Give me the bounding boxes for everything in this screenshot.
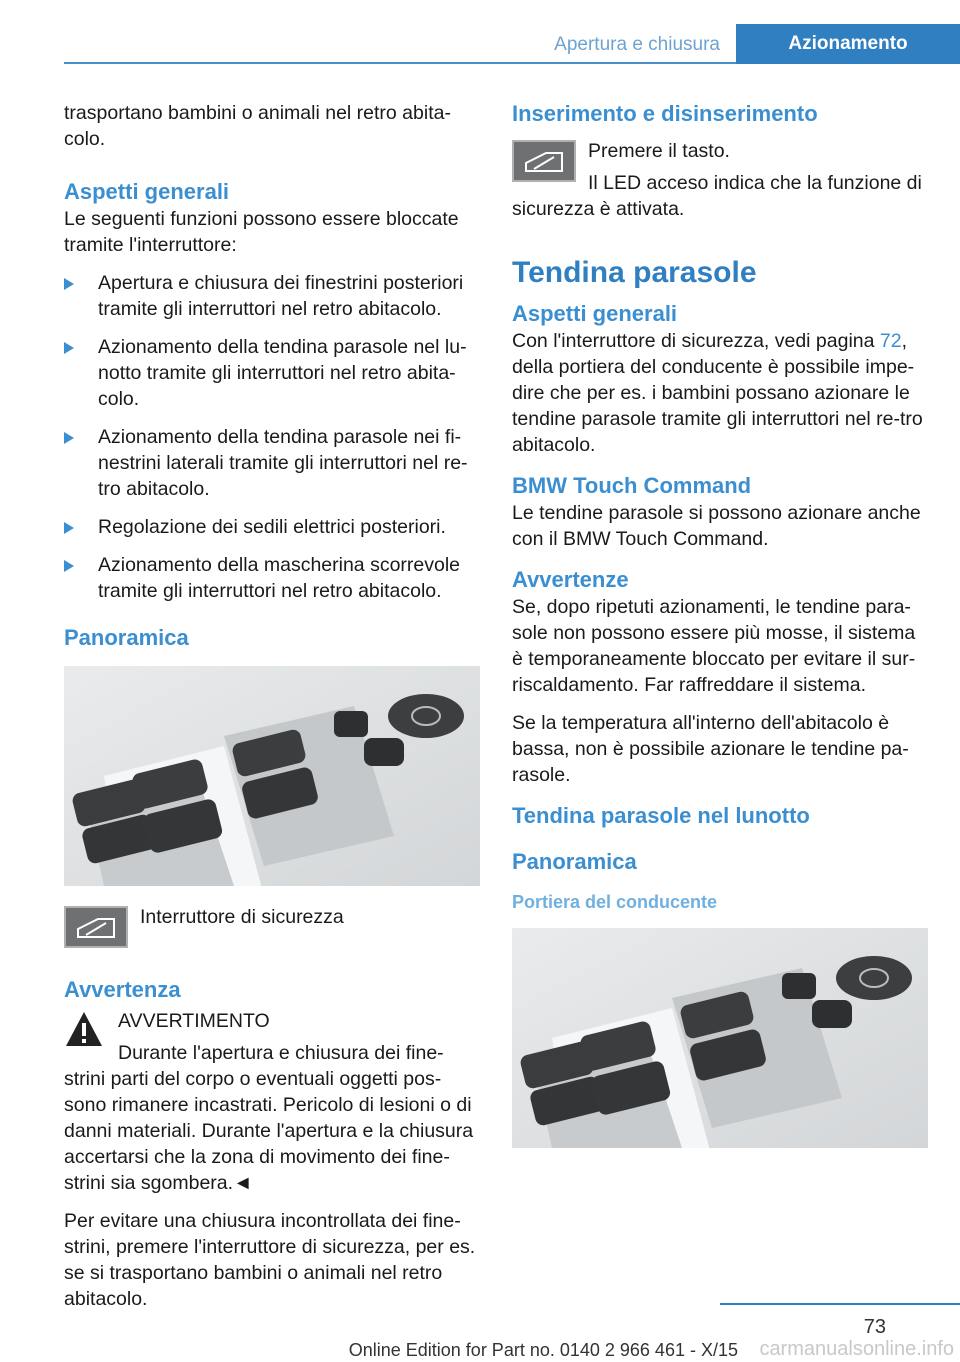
switch-caption: Interruttore di sicurezza xyxy=(140,906,344,928)
heading-on-off: Inserimento e disinserimento xyxy=(512,101,818,126)
bullet-triangle-icon xyxy=(64,522,74,534)
heading-rear-sunblind: Tendina parasole nel lunotto xyxy=(512,803,810,828)
list-item: Azionamento della tendina parasole nel lu-notto tramite gli interruttori nel retro abita-colo. xyxy=(64,334,480,412)
led-text: Il LED acceso indica che la funzione di sicurezza è attivata. xyxy=(512,172,922,220)
heading-driver-door: Portiera del conducente xyxy=(512,892,718,912)
page-link[interactable]: 72 xyxy=(879,330,902,352)
window-switch-panel-photo xyxy=(64,666,480,886)
list-item: Azionamento della mascherina scorrevole tramite gli interruttori nel retro abitacolo. xyxy=(64,552,480,604)
sunblind-general-text: Con l'interruttore di sicurezza, vedi pagina 72, della portiera del conducente è possibile impe-dire che per es. i bambini possano azionare le tendine parasole tramite gli interruttori nel re-tro abitacolo. xyxy=(512,330,923,456)
feature-list xyxy=(64,270,480,604)
heading-sunblind-general: Aspetti generali xyxy=(512,301,678,326)
heading-notes: Avvertenze xyxy=(512,567,629,592)
bullet-triangle-icon xyxy=(64,432,74,444)
intro-text: trasportano bambini o animali nel retro abita-colo. xyxy=(64,102,451,150)
touch-command-text: Le tendine parasole si possono azionare anche con il BMW Touch Command. xyxy=(512,502,921,550)
general-text: Le seguenti funzioni possono essere bloccate tramite l'interruttore: xyxy=(64,208,459,256)
bullet-triangle-icon xyxy=(64,560,74,572)
list-item: Azionamento della tendina parasole nei fi-nestrini laterali tramite gli interruttori nel re-tro abitacolo. xyxy=(64,424,480,502)
driver-door-switch-photo xyxy=(512,928,928,1148)
press-key-text: Premere il tasto. xyxy=(588,140,730,162)
warning-text: Durante l'apertura e chiusura dei fine-strini parti del corpo o eventuali oggetti pos-sono rimanere incastrati. Pericolo di lesioni o di danni materiali. Durante l'apertura e la chiusura accertarsi che la zona di movimento dei fine-strini sia sgombera.◄ xyxy=(64,1042,474,1194)
heading-rear-overview: Panoramica xyxy=(512,849,637,874)
left-column xyxy=(64,100,480,1312)
heading-overview: Panoramica xyxy=(64,625,189,650)
heading-general: Aspetti generali xyxy=(64,179,230,204)
list-item: Apertura e chiusura dei finestrini posteriori tramite gli interruttori nel retro abitacolo. xyxy=(64,270,480,322)
notes-text-2: Se la temperatura all'interno dell'abitacolo è bassa, non è possibile azionare le tendine pa-rasole. xyxy=(512,712,909,786)
footer-rule xyxy=(720,1303,960,1305)
bullet-triangle-icon xyxy=(64,342,74,354)
right-column xyxy=(512,100,928,1148)
bullet-triangle-icon xyxy=(64,278,74,290)
switch-caption-row xyxy=(64,904,480,952)
page-number: 73 xyxy=(863,1316,886,1338)
final-text: Per evitare una chiusura incontrollata dei fine-strini, premere l'interruttore di sicurezza, per es. se si trasportano bambini o animali nel retro abitacolo. xyxy=(64,1210,476,1310)
watermark: carmanualsonline.info xyxy=(759,1338,954,1360)
header-section[interactable]: Apertura e chiusura xyxy=(554,34,720,55)
safety-switch-icon xyxy=(512,140,576,182)
heading-warning: Avvertenza xyxy=(64,977,181,1002)
notes-text-1: Se, dopo ripetuti azionamenti, le tendine para-sole non possono essere più mosse, il sistema è temporaneamente bloccato per evitare il sur-riscaldamento. Far raffreddare il sistema. xyxy=(512,596,916,696)
list-item: Regolazione dei sedili elettrici posteriori. xyxy=(64,514,480,540)
safety-switch-icon xyxy=(64,906,128,948)
press-key-row xyxy=(512,138,928,222)
warning-triangle-icon xyxy=(64,1010,104,1050)
warning-label: AVVERTIMENTO xyxy=(118,1010,270,1032)
header-tab-active[interactable]: Azionamento xyxy=(736,24,960,64)
heading-touch-command: BMW Touch Command xyxy=(512,473,752,498)
heading-sunblind: Tendina parasole xyxy=(512,256,757,289)
edition-text: Online Edition for Part no. 0140 2 966 461 - X/15 xyxy=(348,1340,738,1360)
